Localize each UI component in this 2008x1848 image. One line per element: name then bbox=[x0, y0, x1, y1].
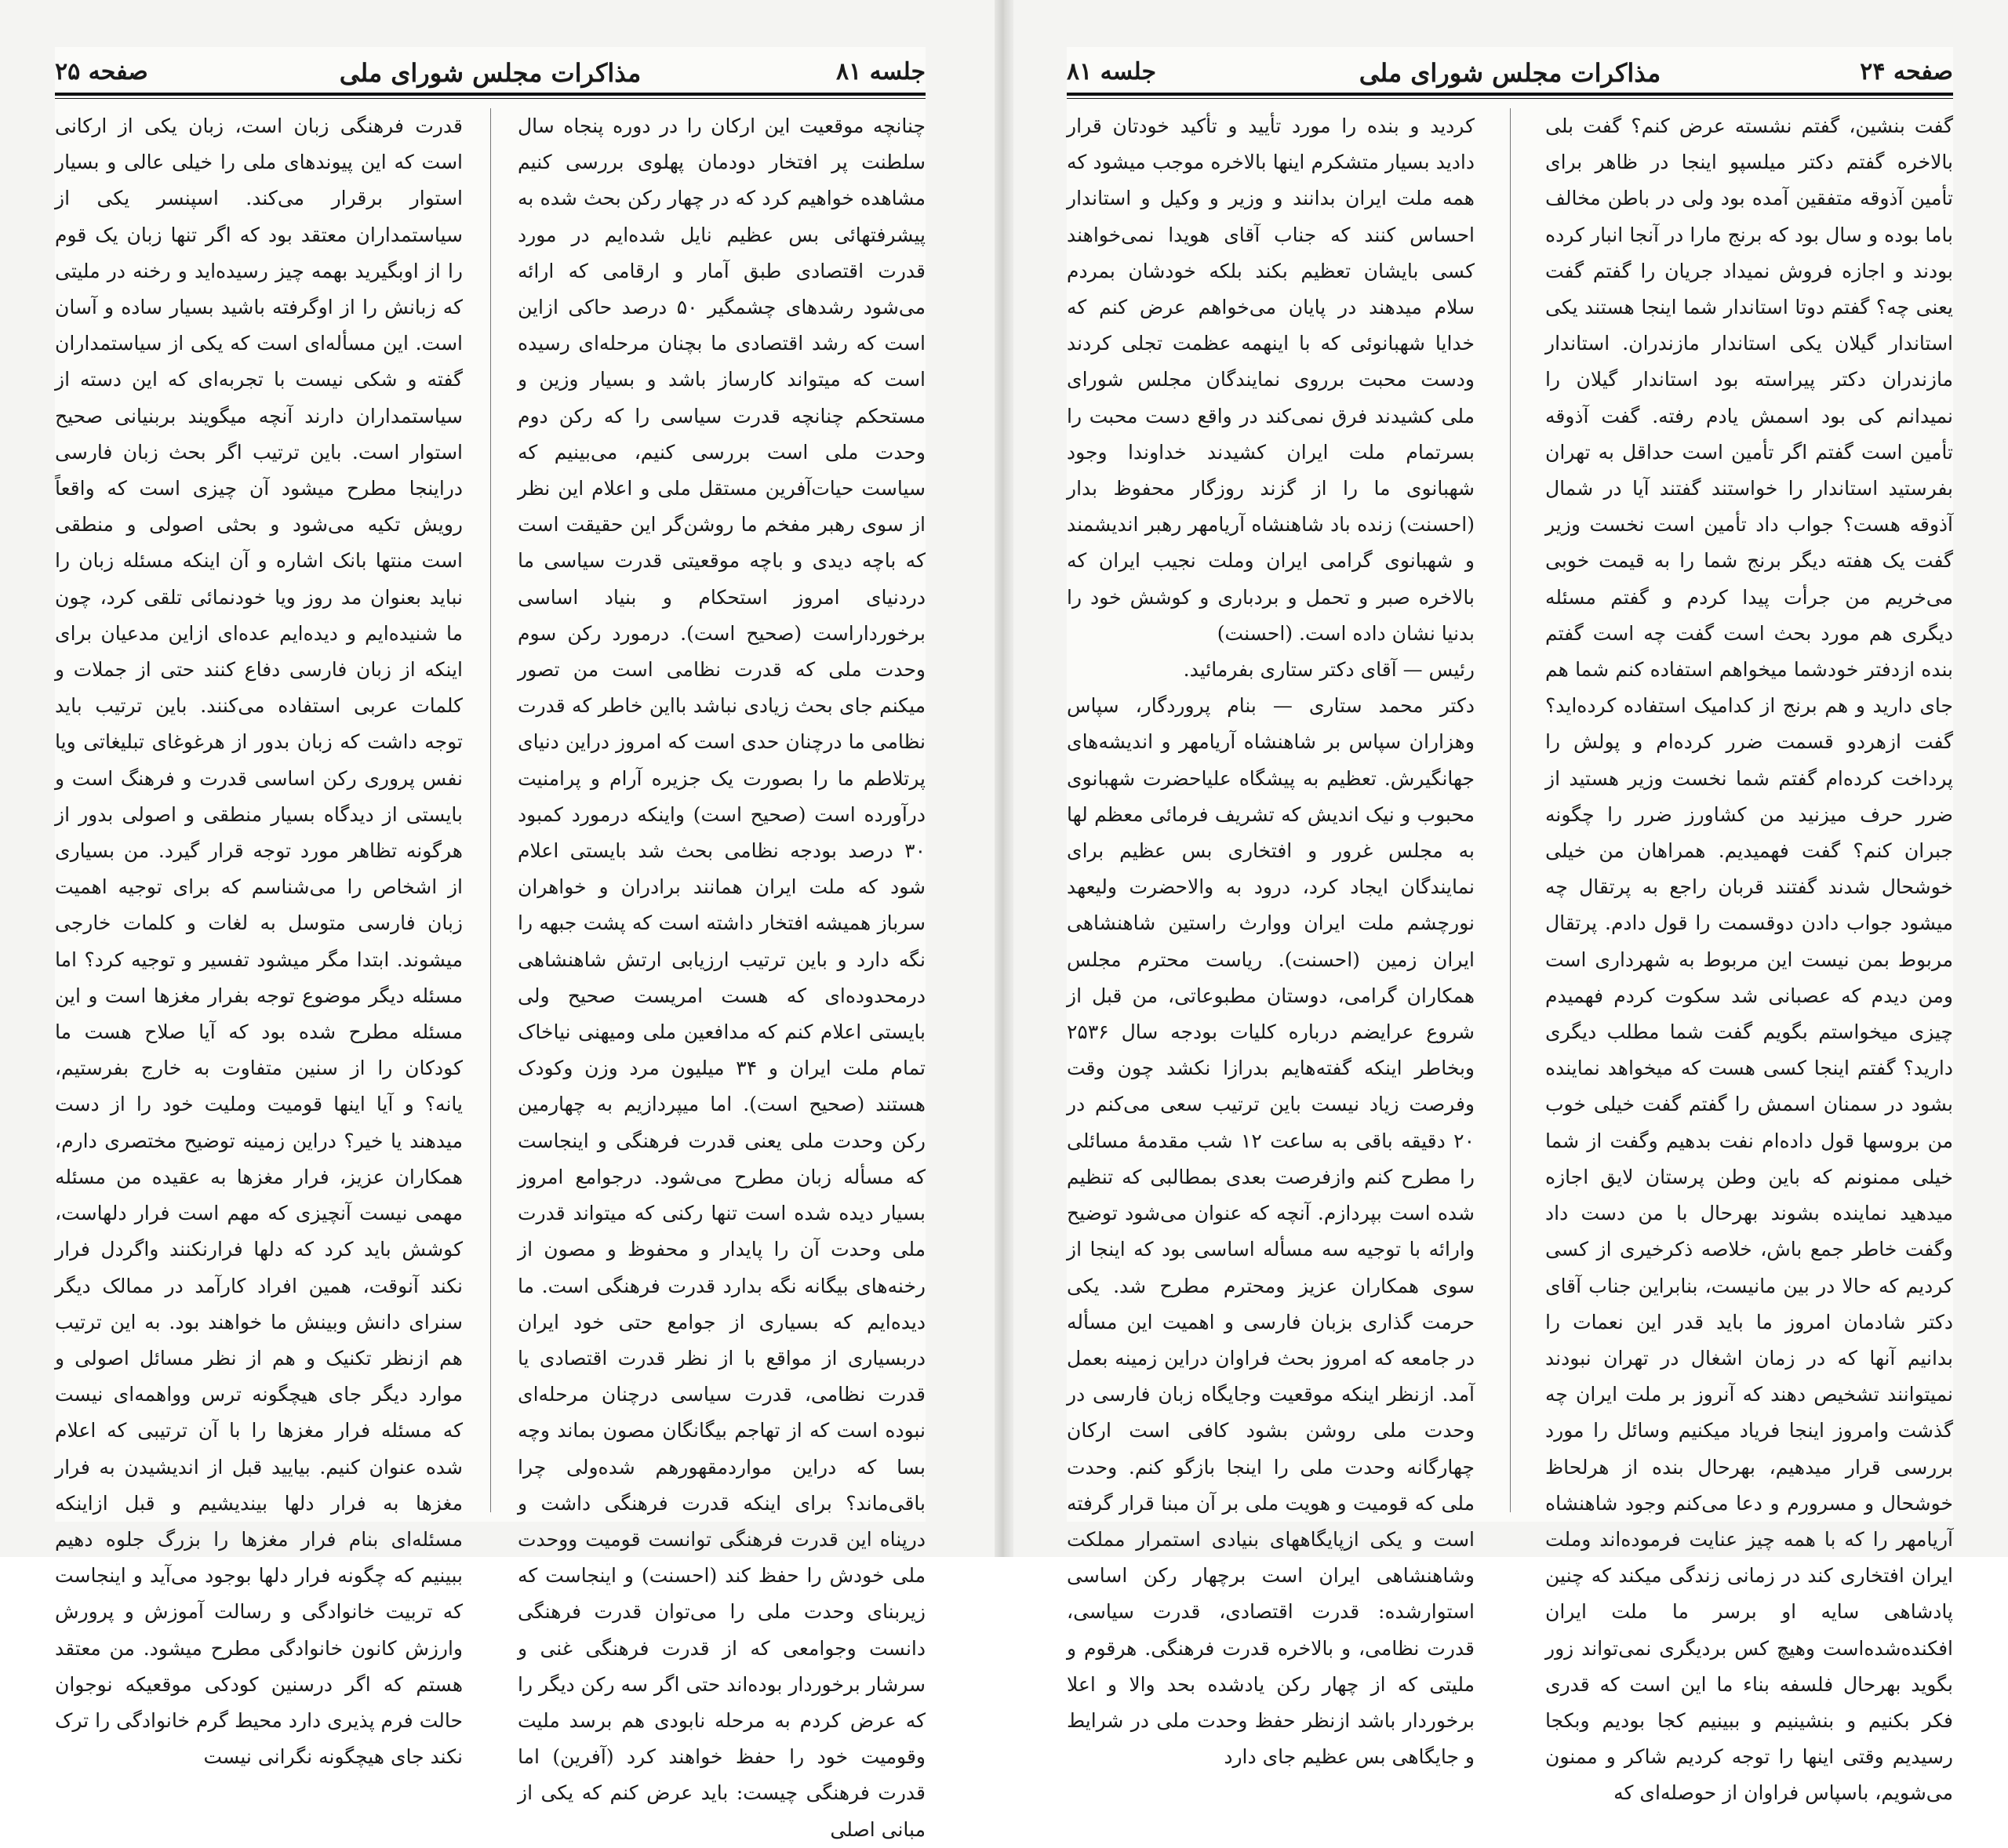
session-number: جلسه ۸۱ bbox=[1067, 58, 1157, 85]
page-header bbox=[55, 56, 926, 93]
page-number: صفحه ۲۴ bbox=[1860, 58, 1953, 85]
text-column-right bbox=[1545, 108, 1953, 1805]
running-title: مذاکرات مجلس شورای ملی bbox=[1359, 58, 1661, 88]
page-24 bbox=[1067, 47, 1953, 1805]
column-text: قدرت فرهنگی زبان است، زبان یکی از ارکانی است که این پیوندهای ملی را خیلی عالی و بسیار استوار برقرار می‌کند. اسپنسر یکی از سیاستمداران معتقد بود که اگر تنها زبان یک قوم را از اوبگیرید بهمه چیز رسیده‌اید و رخنه در ملیتی که زبانش را از اوگرفته باشید بسیار ساده و آسان است. این مسأله‌ای است که یکی از سیاستمداران گفته و شکی نیست با تجربه‌ای که این دسته از سیاستمداران دارند آنچه میگویند بربنیانی صحیح استوار است. باین ترتیب اگر بحث زبان فارسی دراینجا مطرح میشود آن چیزی است که واقعاً رویش تکیه می‌شود و بحثی اصولی و منطقی است منتها بانک اشاره و آن اینکه مسئله زبان را نباید بعنوان مد روز ویا خودنمائی تلقی کرد، چون ما شنیده‌ایم و دیده‌ایم عده‌ای ازاین مدعیان برای اینکه از زبان فارسی دفاع کنند حتی از جملات و کلمات عربی استفاده می‌کنند. باین ترتیب باید توجه داشت که زبان بدور از هرغوغای تبلیغاتی ویا نفس پروری رکن اساسی قدرت و فرهنگ است و بایستی از دیدگاه بسیار منطقی و اصولی بدور از هرگونه تظاهر مورد توجه قرار گیرد. من بسیاری از اشخاص را می‌شناسم که برای توجیه اهمیت زبان فارسی متوسل به لغات و کلمات خارجی میشوند. ابتدا مگر میشود تفسیر و توجیه کرد؟ اما مسئله دیگر موضوع توجه بفرار مغزها است و این مسئله مطرح شده بود که آیا صلاح هست ما کودکان را از سنین متفاوت به خارج بفرستیم، یانه؟ و آیا اینها قومیت وملیت خود را از دست میدهند یا خیر؟ دراین زمینه توضیح مختصری دارم، همکاران عزیز، فرار مغزها به عقیده من مسئله مهمی نیست آنچیزی که مهم است فرار دلهاست، کوشش باید کرد که دلها فرارنکنند واگردل فرار نکند آنوقت، همین افراد کارآمد در ممالک دیگر سنرای دانش وبینش ما خواهند بود. به این ترتیب هم ازنظر تکنیک و هم از نظر مسائل اصولی و موارد دیگر جای هیچگونه ترس وواهمه‌ای نیست که مسئله فرار مغزها را با آن ترتیبی که اعلام شده عنوان کنیم. بیایید قبل از اندیشیدن به فرار مغزها به فرار دلها بیندیشیم و قبل ازاینکه مسئله‌ای بنام فرار مغزها را بزرگ جلوه دهیم ببینیم که چگونه فرار دلها بوجود می‌آید و اینجاست که تربیت خانوادگی و رسالت آموزش و پرورش وارزش کانون خانوادگی مطرح میشود. من معتقد هستم که اگر درسنین کودکی موقعیکه نوجوان حالت فرم پذیری دارد محیط گرم خانوادگی را ترک نکند جای هیچگونه نگرانی نیست bbox=[55, 115, 463, 1769]
page-header bbox=[1067, 56, 1953, 93]
column-text: کردید و بنده را مورد تأیید و تأکید خودتان قرار دادید بسیار متشکرم اینها بالاخره موجب میشود که همه ملت ایران بدانند و وزیر و وکیل و استاندار احساس کنند که جناب آقای هویدا نمی‌خواهند کسی بایشان تعظیم بکند بلکه خودشان بمردم سلام میدهند در پایان می‌خواهم عرض کنم که خدایا شهبانوئی که با اینهمه عظمت تجلی کردند ودست محبت برروی نمایندگان مجلس شورای ملی کشیدند فرق نمی‌کند در واقع دست محبت را بسرتمام ملت ایران کشیدند خداوندا وجود شهبانوی ما را از گزند روزگار محفوظ بدار (احسنت) زنده باد شاهنشاه آریامهر رهبر اندیشمند و شهبانوی گرامی ایران وملت نجیب ایران که بالاخره صبر و تحمل و بردباری و کوشش خود را بدنیا نشان داده است. (احسنت) رئیس — آقای دکتر ستاری بفرمائید. دکتر محمد ستاری — بنام پروردگار، سپاس وهزاران سپاس بر شاهنشاه آریامهر و اندیشه‌های جهانگیرش. تعظیم به پیشگاه علیاحضرت شهبانوی محبوب و نیک اندیش که تشریف فرمائی معظم لها به مجلس غرور و افتخاری بس عظیم برای نمایندگان ایجاد کرد، درود به والاحضرت ولیعهد نورچشم ملت ایران ووارث راستین شاهنشاهی ایران زمین (احسنت). ریاست محترم مجلس همکاران گرامی، دوستان مطبوعاتی، من قبل از شروع عرایضم درباره کلیات بودجه سال ۲۵۳۶ وبخاطر اینکه گفته‌هایم بدرازا نکشد چون وقت وفرصت زیاد نیست باین ترتیب سعی می‌کنم در ۲۰ دقیقه باقی به ساعت ۱۲ شب مقدمهٔ مسائلی را مطرح کنم وازفرصت بعدی بمطالبی که تنظیم شده است بپردازم. آنچه که عنوان می‌شود توضیح وارائه با توجیه سه مسأله اساسی بود که اینجا از سوی همکاران عزیز ومحترم مطرح شد. یکی حرمت گذاری بزبان فارسی و اهمیت این مسأله در جامعه که امروز بحث فراوان دراین زمینه بعمل آمد. ازنظر اینکه موقعیت وجایگاه زبان فارسی در وحدت ملی روشن بشود کافی است ارکان چهارگانه وحدت ملی را اینجا بازگو کنم. وحدت ملی که قومیت و هویت ملی بر آن مبنا قرار گرفته است و یکی ازپایگاههای بنیادی استمرار مملکت وشاهنشاهی ایران است برچهار رکن اساسی استوارشده: قدرت اقتصادی، قدرت سیاسی، قدرت نظامی، و بالاخره قدرت فرهنگی. هرقوم و ملیتی که از چهار رکن یادشده بحد والا و اعلا برخوردار باشد ازنظر حفظ وحدت ملی در شرایط و جایگاهی بس عظیم جای دارد bbox=[1067, 115, 1475, 1769]
text-column-left bbox=[55, 108, 463, 1769]
book-gutter bbox=[995, 0, 1013, 1557]
column-divider bbox=[1510, 108, 1511, 1512]
header-rule bbox=[1067, 93, 1953, 99]
session-number: جلسه ۸۱ bbox=[835, 58, 926, 85]
header-rule bbox=[55, 93, 926, 99]
page-number: صفحه ۲۵ bbox=[55, 58, 148, 85]
running-title: مذاکرات مجلس شورای ملی bbox=[339, 58, 642, 88]
column-text: گفت بنشین، گفتم نشسته عرض کنم؟ گفت بلی بالاخره گفتم دکتر میلسپو اینجا در ظاهر برای تأمین آذوقه متفقین آمده بود ولی در باطن مخالف باما بوده و سال بود که برنج مارا در آنجا انبار کرده بودند و اجازه فروش نمیداد جریان را گفتم گفت یعنی چه؟ گفتم دوتا استاندار شما اینجا هستند یکی استاندار گیلان یکی استاندار مازندران. استاندار مازندران دکتر پیراسته بود استاندار گیلان را نمیدانم کی بود اسمش یادم رفته. گفت آذوقه تأمین است گفتم اگر تأمین است حداقل به تهران بفرستید استاندار را خواستند گفتند آیا در شمال آذوقه هست؟ جواب داد تأمین است نخست وزیر گفت یک هفته دیگر برنج شما را به قیمت خوبی می‌خریم من جرأت پیدا کردم و گفتم مسئله دیگری هم مورد بحث است گفت چه است گفتم بنده ازدفتر خودشما میخواهم استفاده کنم شما هم جای دارید و هم برنج از کدامیک استفاده کرده‌اید؟ گفت ازهردو قسمت ضرر کرده‌ام و پولش را پرداخت کرده‌ام گفتم شما نخست وزیر هستید از ضرر حرف میزنید من کشاورز ضرر را چگونه جبران کنم؟ گفت فهمیدیم. همراهان من خیلی خوشحال شدند گفتند قربان راجع به پرتقال چه میشود جواب دادن دوقسمت را قول دادم. پرتقال مربوط بمن نیست این مربوط به شهرداری است ومن دیدم که عصبانی شد سکوت کردم فهمیدم چیزی میخواستم بگویم گفت شما مطلب دیگری دارید؟ گفتم اینجا کسی هست که میخواهد نماینده بشود در سمنان اسمش را گفتم گفت خیلی خوب من بروسها قول داده‌ام نفت بدهیم وگفت از شما خیلی ممنونم که باین وطن پرستان لایق اجازه میدهید نماینده بشوند بهرحال با من دست داد وگفت خاطر جمع باش، خلاصه ذکرخیری از کسی کردیم که حالا در بین مانیست، بنابراین جناب آقای دکتر شادمان امروز ما باید قدر این نعمات را بدانیم آنها که در زمان اشغال در تهران نبودند نمیتوانند تشخیص دهند که آنروز بر ملت ایران چه گذشت وامروز اینجا فریاد میکنیم وسائل را مورد بررسی قرار میدهیم، بهرحال بنده از هرلحاظ خوشحال و مسرورم و دعا می‌کنم وجود شاهنشاه آریامهر را که با همه چیز عنایت فرموده‌اند وملت ایران افتخاری کند در زمانی زندگی میکند که چنین پادشاهی سایه او برسر ما ملت ایران افکنده‌شده‌است وهیچ کس بردیگری نمی‌تواند زور بگوید بهرحال فلسفه بناء ما این است که قدری فکر بکنیم و بنشینیم و ببینیم کجا بودیم وبکجا رسیدیم وقتی اینها را توجه کردیم شاکر و ممنون می‌شویم، باسپاس فراوان از حوصله‌ای که bbox=[1545, 115, 1953, 1805]
column-text: چنانچه موقعیت این ارکان را در دوره پنجاه سال سلطنت پر افتخار دودمان پهلوی بررسی کنیم مشاهده خواهیم کرد که در چهار رکن بحث شده به پیشرفتهائی بس عظیم نایل شده‌ایم در مورد قدرت اقتصادی طبق آمار و ارقامی که ارائه می‌شود رشدهای چشمگیر ۵۰ درصد حاکی ازاین است که رشد اقتصادی ما بچنان مرحله‌ای رسیده است که میتواند کارساز باشد و بسیار وزین و مستحکم چنانچه قدرت سیاسی را که رکن دوم وحدت ملی است بررسی کنیم، می‌بینیم که سیاست حیات‌آفرین مستقل ملی و اعلام این نظر از سوی رهبر مفخم ما روشن‌گر این حقیقت است که باچه دیدی و باچه موقعیتی قدرت سیاسی ما دردنیای امروز استحکام و بنیاد اساسی برخورداراست (صحیح است). درمورد رکن سوم وحدت ملی که قدرت نظامی است من تصور میکنم جای بحث زیادی نباشد بااین خاطر که قدرت نظامی ما درچنان حدی است که امروز دراین دنیای پرتلاطم ما را بصورت یک جزیره آرام و پرامنیت درآورده است (صحیح است) واینکه درمورد کمبود ۳۰ درصد بودجه نظامی بحث شد بایستی اعلام شود که ملت ایران همانند برادران و خواهران سرباز همیشه افتخار داشته است که پشت جبهه را نگه دارد و باین ترتیب ارزیابی ارتش شاهنشاهی درمحدوده‌ای که هست امریست صحیح ولی بایستی اعلام کنم که مدافعین ملی ومیهنی نیاخاک تمام ملت ایران و ۳۴ میلیون مرد وزن وکودک هستند (صحیح است). اما میپردازیم به چهارمین رکن وحدت ملی یعنی قدرت فرهنگی و اینجاست که مسأله زبان مطرح می‌شود. درجوامع امروز بسیار دیده شده است تنها رکنی که میتواند قدرت ملی وحدت آن را پایدار و محفوظ و مصون از رخنه‌های بیگانه نگه بدارد قدرت فرهنگی است. ما دیده‌ایم که بسیاری از جوامع حتی خود ایران دربسیاری از مواقع با از نظر قدرت اقتصادی یا قدرت نظامی، قدرت سیاسی درچنان مرحله‌ای نبوده است که از تهاجم بیگانگان مصون بماند وچه بسا که دراین مواردمقهورهم شده‌ولی چرا باقی‌ماند؟ برای اینکه قدرت فرهنگی داشت و درپناه این قدرت فرهنگی توانست قومیت ووحدت ملی خودش را حفظ کند (احسنت) و اینجاست که زیربنای وحدت ملی را می‌توان قدرت فرهنگی دانست وجوامعی که از قدرت فرهنگی غنی و سرشار برخوردار بوده‌اند حتی اگر سه رکن دیگر را که عرض کردم به مرحله نابودی هم برسد ملیت وقومیت خود را حفظ خواهند کرد (آفرین) اما قدرت فرهنگی چیست: باید عرض کنم که یکی از مبانی اصلی bbox=[518, 115, 926, 1841]
page-25 bbox=[55, 47, 926, 1841]
text-column-right bbox=[518, 108, 926, 1841]
column-divider bbox=[490, 108, 491, 1512]
text-column-left bbox=[1067, 108, 1475, 1769]
